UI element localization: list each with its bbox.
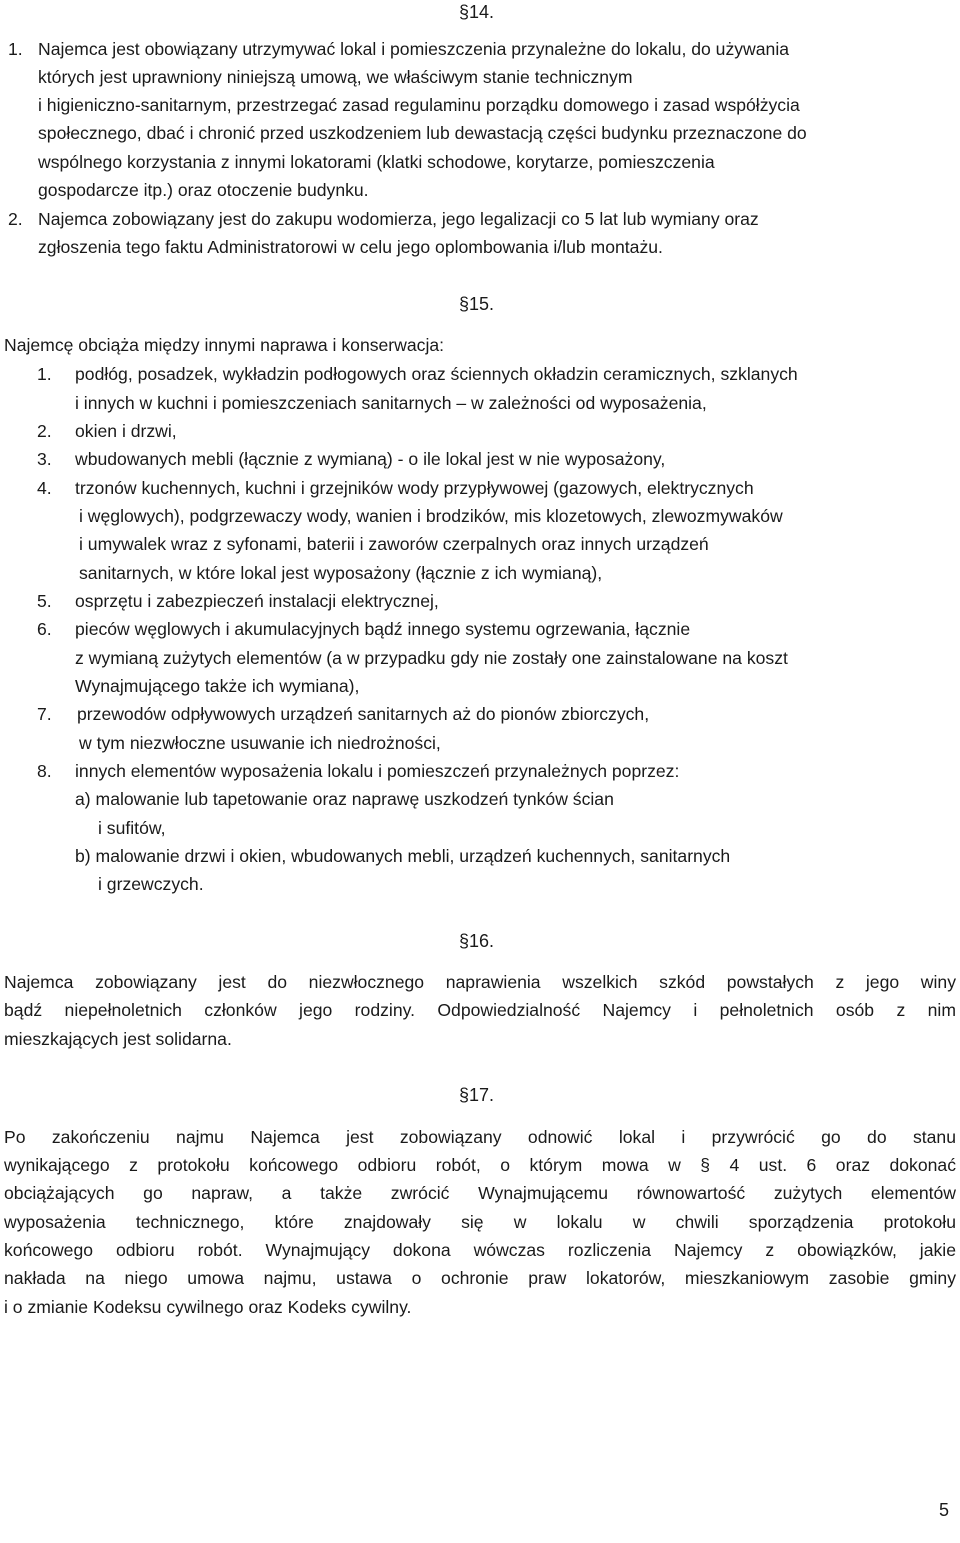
s16-paragraph-line: Najemca zobowiązany jest do niezwłocznego naprawienia wszelkich szkód powstałych z jego winy (4, 972, 956, 992)
s15-subitem-line: a) malowanie lub tapetowanie oraz naprawę uszkodzeń tynków ścian (75, 789, 614, 809)
s15-subitem-line: i sufitów, (98, 818, 166, 838)
s14-item-number-2: 2. (8, 209, 23, 229)
s14-item-1-line: i higieniczno-sanitarnym, przestrzegać zasad regulaminu porządku domowego i zasad współżycia (38, 95, 800, 115)
s15-item-line: pieców węglowych i akumulacyjnych bądź innego systemu ogrzewania, łącznie (75, 619, 691, 639)
s17-paragraph-line: wyposażenia technicznego, które znajdowały się w lokalu w chwili sporządzenia protokołu (4, 1212, 956, 1232)
s15-item-line: sanitarnych, w które lokal jest wyposażony (łącznie z ich wymianą), (79, 563, 603, 583)
s15-item-line: osprzętu i zabezpieczeń instalacji elektrycznej, (75, 591, 439, 611)
s17-paragraph-line: nakłada na niego umowa najmu, ustawa o ochronie praw lokatorów, mieszkaniowym zasobie gminy (4, 1268, 956, 1288)
s15-item-number: 4. (37, 478, 52, 498)
section-heading-16: §16. (459, 931, 495, 951)
section-heading-15: §15. (459, 294, 495, 314)
s17-paragraph-line: wynikającego z protokołu końcowego odbioru robót, o którym mowa w § 4 ust. 6 oraz dokonać (4, 1155, 956, 1175)
s15-intro: Najemcę obciąża między innymi naprawa i konserwacja: (4, 335, 445, 355)
s15-item-number: 6. (37, 619, 52, 639)
s17-paragraph-line: końcowego odbioru robót. Wynajmujący dokona wówczas rozliczenia Najemcy z obowiązków, jakie (4, 1240, 956, 1260)
s15-item-number: 3. (37, 449, 52, 469)
s15-item-line: trzonów kuchennych, kuchni i grzejników wody przypływowej (gazowych, elektrycznych (75, 478, 754, 498)
s14-item-1-line: których jest uprawniony niniejszą umową, we właściwym stanie technicznym (38, 67, 633, 87)
s15-item-line: i innych w kuchni i pomieszczeniach sanitarnych – w zależności od wyposażenia, (75, 393, 707, 413)
s14-item-1-line: wspólnego korzystania z innymi lokatorami (klatki schodowe, korytarze, pomieszczenia (38, 152, 715, 172)
s15-item-line: wbudowanych mebli (łącznie z wymianą) - o ile lokal jest w nie wyposażony, (75, 449, 666, 469)
s16-paragraph-line: bądź niepełnoletnich członków jego rodziny. Odpowiedzialność Najemcy i pełnoletnich osób z nim (4, 1000, 956, 1020)
s15-subitem-line: i grzewczych. (98, 874, 204, 894)
s14-item-2-line: zgłoszenia tego faktu Administratorowi w celu jego oplombowania i/lub montażu. (38, 237, 663, 257)
section-heading-14: §14. (459, 2, 495, 22)
s14-item-1-line: Najemca jest obowiązany utrzymywać lokal i pomieszczenia przynależne do lokalu, do używania (38, 39, 790, 59)
s15-item-number: 2. (37, 421, 52, 441)
s15-item-line: Wynajmującego także ich wymiana), (75, 676, 360, 696)
s15-item-line: okien i drzwi, (75, 421, 177, 441)
page-number: 5 (939, 1500, 950, 1520)
s15-item-number: 5. (37, 591, 52, 611)
s15-item-line: i węglowych), podgrzewaczy wody, wanien i brodzików, mis klozetowych, zlewozmywaków (79, 506, 783, 526)
s15-item-line: innych elementów wyposażenia lokalu i pomieszczeń przynależnych poprzez: (75, 761, 680, 781)
s16-paragraph-line: mieszkających jest solidarna. (4, 1029, 232, 1049)
s15-subitem-line: b) malowanie drzwi i okien, wbudowanych mebli, urządzeń kuchennych, sanitarnych (75, 846, 731, 866)
s14-item-1-line: społecznego, dbać i chronić przed uszkodzeniem lub dewastacją części budynku przeznaczone do (38, 123, 807, 143)
section-heading-17: §17. (459, 1085, 495, 1105)
s15-item-number: 8. (37, 761, 52, 781)
s14-item-1-line: gospodarcze itp.) oraz otoczenie budynku. (38, 180, 369, 200)
s15-item-line: w tym niezwłoczne usuwanie ich niedrożności, (79, 733, 441, 753)
s15-item-number: 1. (37, 364, 52, 384)
s15-item-line: podłóg, posadzek, wykładzin podłogowych oraz ściennych okładzin ceramicznych, szklanych (75, 364, 798, 384)
s15-item-number: 7. (37, 704, 52, 724)
s17-paragraph-line: i o zmianie Kodeksu cywilnego oraz Kodeks cywilny. (4, 1297, 412, 1317)
s17-paragraph-line: Po zakończeniu najmu Najemca jest zobowiązany odnowić lokal i przywrócić go do stanu (4, 1127, 956, 1147)
s14-item-number-1: 1. (8, 39, 23, 59)
s15-item-line: z wymianą zużytych elementów (a w przypadku gdy nie zostały one zainstalowane na koszt (75, 648, 788, 668)
s17-paragraph-line: obciążających go napraw, a także zwrócić Wynajmującemu równowartość zużytych elementów (4, 1183, 956, 1203)
s15-item-line: i umywalek wraz z syfonami, baterii i zaworów czerpalnych oraz innych urządzeń (79, 534, 709, 554)
s14-item-2-line: Najemca zobowiązany jest do zakupu wodomierza, jego legalizacji co 5 lat lub wymiany oraz (38, 209, 759, 229)
s15-item-line: przewodów odpływowych urządzeń sanitarnych aż do pionów zbiorczych, (77, 704, 650, 724)
